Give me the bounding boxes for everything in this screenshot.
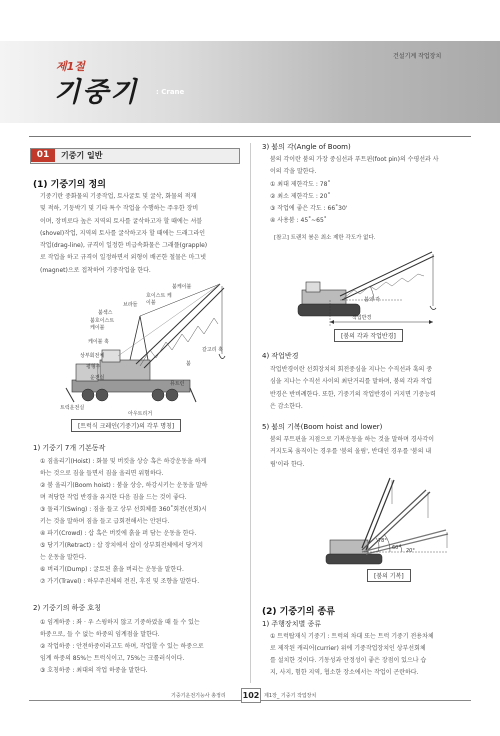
chapter-title: 기중기 — [54, 77, 139, 108]
label-truck-cab: 트럭운전실 — [60, 405, 85, 411]
truck-crane-figure — [40, 276, 240, 412]
heading-boom-hoist: 5) 붐의 기복(Boom hoist and lower) — [262, 423, 383, 431]
label-angle-20: 20° — [406, 548, 415, 554]
header-category: 건설기계 작업장치 — [393, 53, 442, 60]
label-cab: 운전실 — [90, 375, 105, 381]
label-boom-hoist-cable: 붐호이스트 케이블 — [90, 318, 115, 331]
column-divider — [250, 143, 251, 683]
load-names-list: ① 임계하중 : 좌 · 우 스윙하지 않고 기중하였을 때 들 수 있는 하중으로, 들 수 없는 하중의 임계점을 말한다. ② 작업하중 : 안전하중이라고도 하며, 작업할 수 있는 하중으로 임계 하중의 85%는 트럭식이고, 75%는 크롤러식이다. ③ 호칭하중 : 최대의 작업 하중을 말한다. — [40, 619, 204, 674]
figure1-caption: [트럭식 크레인(기중기)의 각부 명칭] — [71, 419, 181, 432]
heading-working-radius: 4) 작업반경 — [262, 352, 299, 360]
definition-paragraph: 기중기란 중화물의 기중작업, 토사굴토 및 굴삭, 화물의 적재 및 적하, 기둥박기 및 기타 특수 작업을 수행하는 주우한 장비 이며, 장비로다 높은 지역의 토사를 굴삭하고자 할 때에는 셔블 (shovel)작업, 지역의 토사를 굴삭하고자 할 때에는 드래그라인 작업(drag-line), 규격이 일정한 비급속화물은 그래플(grapple) 로 작업을 하고 규격이 일정하면서 외형이 배곤한 철물은 마그넷 (magnet)으로 접착하여 기중작업을 한다. — [40, 193, 208, 274]
footer-book-title: 기중기운전기능사 총정리 — [171, 693, 226, 699]
label-hook: 갈고리 훅 — [202, 347, 223, 353]
label-angle-60: 60° — [392, 545, 401, 551]
section-title: 기중기 일반 — [61, 151, 103, 160]
chapter-subtitle: : Crane — [156, 88, 185, 96]
boom-angle-list: ① 최대 제한각도 : 78˚ ② 최소 제한각도 : 20˚ ③ 작업에 좋은 각도 : 66˚30' ④ 사용붐 : 45˚~65˚ — [270, 181, 348, 224]
boom-angle-note: [참고] 트랜치 붐은 최소 제한 각도가 없다. — [274, 235, 376, 241]
label-outrigger: 아우트리거 — [128, 411, 153, 417]
heading-basic-motions: 1) 기중기 7개 기본동작 — [33, 444, 106, 452]
header-rule — [29, 136, 471, 137]
basic-motions-list: ① 짐올리기(Hoist) : 화물 및 버킷을 상승 혹은 하강운동을 하게 하는 것으로 짐을 들면서 짐을 올리면 위험하다. ② 붐 올리기(Boom hoist) : 붐을 상승, 하강시키는 운동을 말하 며 적당한 작업 반경을 유지한 다음 짐을 드는 것이 좋다. ③ 돌리기(Swing) : 짐을 들고 상부 선회체를 360˚회전(선회)시 키는 것을 말하며 짐을 들고 급회전해서는 안된다. ④ 파기(Crowd) : 삽 혹은 버킷에 흙을 퍼 담는 운동을 한다. ⑤ 당기기(Retract) : 삽 장치에서 삽이 상부회전체에서 당겨지 는 운동을 말한다. ⑥ 버리기(Dump) : 굴토된 흙을 버리는 운동을 말한다. ⑦ 가기(Travel) : 하부주진체의 전진, 후진 및 조향을 말한다. — [40, 458, 208, 585]
label-counterweight: 평형추 — [86, 364, 101, 370]
drive-types-paragraph: ① 트럭탑재식 기중기 : 트럭의 차대 또는 트럭 기중기 전용차체 로 제작된 캐리어(currier) 위에 기중작업장치인 상부선회체 를 설치한 것이다. 기동성과 안정성이 좋은 장점이 있으나 습 지, 사지, 험한 지역, 협소한 장소에서는 작업이 곤란하다. — [270, 633, 434, 676]
label-angle-78: 78° — [378, 538, 387, 544]
heading-load-names: 2) 기중기의 하중 호칭 — [33, 604, 101, 612]
label-working-radius: 작업반경 — [352, 315, 372, 321]
figure3-caption: [붐의 기복] — [367, 569, 411, 582]
heading-drive-types: 1) 주행장치별 종류 — [262, 620, 321, 628]
section-number: 01 — [31, 149, 55, 162]
working-radius-paragraph: 작업반경이란 선회장치의 회전중심을 지나는 수직선과 훅의 중 심을 지나는 수직선 사이의 최단거리를 말하며, 붐의 각과 작업 반경은 반비례한다. 또한, 기중기의 작업반경이 커지면 기중능력 은 감소한다. — [270, 366, 436, 410]
heading-crane-types: (2) 기중기의 종류 — [262, 607, 335, 617]
label-bridle: 브라들 — [123, 302, 138, 308]
page-number: 102 — [241, 688, 261, 703]
footer-chapter-title: 제1장_ 기중기 작업장치 — [264, 693, 317, 699]
label-boom: 붐 — [186, 361, 191, 367]
boom-hoist-figure — [318, 474, 454, 570]
boom-hoist-paragraph: 붐의 푸트핀을 지점으로 기복운동을 하는 것을 말하며 경사각이 커지도록 움직이는 경우를 '붐의 올림', 반대인 경우를 '붐의 내 림'이라 한다. — [270, 436, 435, 468]
heading-boom-angle: 3) 붐의 각(Angle of Boom) — [262, 143, 351, 151]
boom-angle-paragraph: 붐의 각이란 붐의 가장 중심선과 푸트핀(foot pin)의 수평선과 사 이의 각을 말한다. — [270, 156, 439, 176]
label-cable-bit: 케이블 훅 — [88, 339, 109, 345]
chapter-number: 제1절 — [56, 60, 85, 73]
heading-definition: (1) 기중기의 정의 — [33, 180, 106, 190]
label-hoist-cable: 호이스트 케이블 — [146, 293, 172, 306]
label-upper-rotating-body: 상부회전체 — [80, 353, 105, 359]
figure2-caption: [붐의 각과 작업반경] — [334, 329, 403, 342]
label-frame: 뮤트런 — [170, 381, 185, 387]
label-boom-cable: 붐케이블 — [172, 284, 192, 290]
label-boom-angle: 붐의 각 — [364, 297, 381, 303]
label-boom-sheave: 붐섹스 — [98, 310, 113, 316]
